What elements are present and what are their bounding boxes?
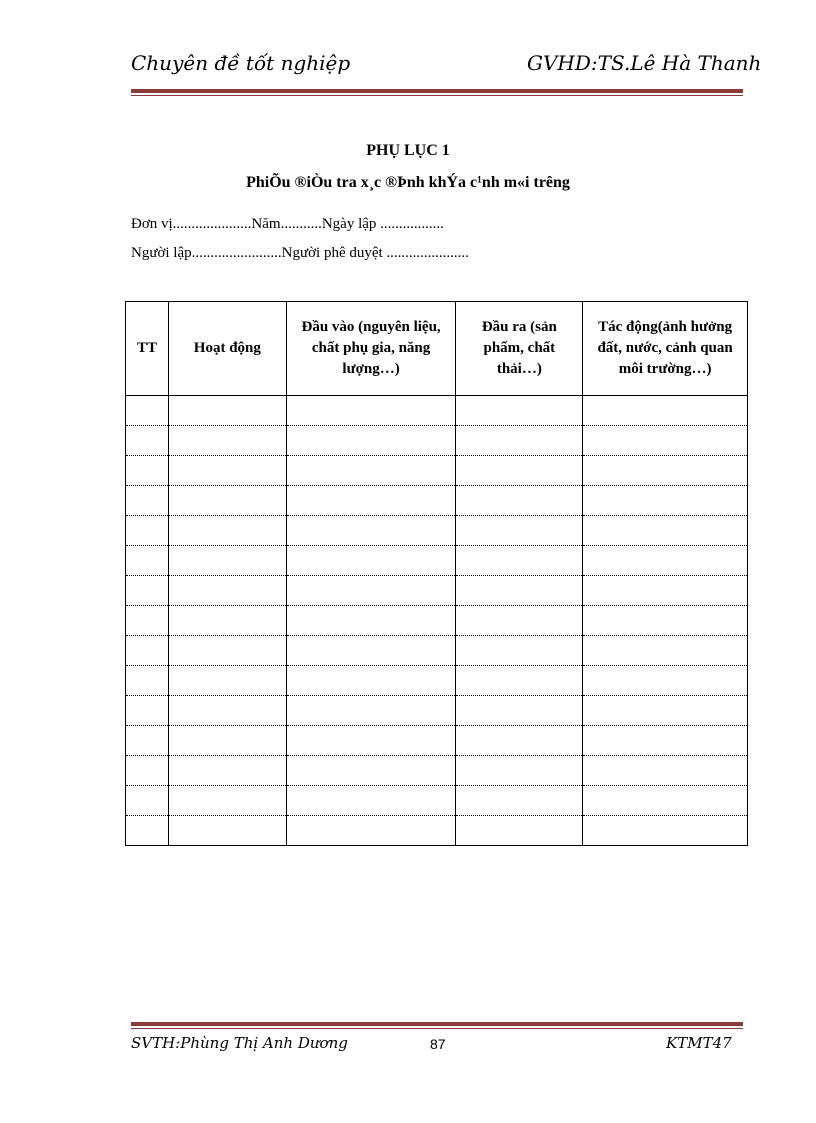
table-cell [456, 816, 583, 846]
table-cell [456, 606, 583, 636]
table-row [126, 666, 748, 696]
table-cell [583, 426, 748, 456]
table-cell [583, 756, 748, 786]
table-cell [583, 666, 748, 696]
table-cell [456, 516, 583, 546]
table-cell [286, 546, 456, 576]
table-cell [126, 426, 169, 456]
table-cell [583, 816, 748, 846]
page-number: 87 [430, 1036, 446, 1052]
table-cell [286, 456, 456, 486]
footer-rule [131, 1022, 743, 1029]
survey-table [125, 301, 748, 846]
table-cell [168, 816, 286, 846]
table-cell [583, 486, 748, 516]
table-cell [286, 726, 456, 756]
table-cell [126, 816, 169, 846]
table-cell [456, 576, 583, 606]
table-row [126, 546, 748, 576]
table-cell [456, 456, 583, 486]
col-header-input: Đầu vào (nguyên liệu, chất phụ gia, năng lượng…) [286, 302, 456, 396]
table-cell [126, 786, 169, 816]
table-cell [583, 636, 748, 666]
page-subtitle: PhiÕu ®iÒu tra x¸c ®Þnh khÝa c¹nh m«i trêng [246, 174, 570, 191]
table-cell [583, 546, 748, 576]
table-cell [456, 426, 583, 456]
table-cell [583, 696, 748, 726]
table-cell [286, 396, 456, 426]
table-row [126, 576, 748, 606]
table-cell [168, 516, 286, 546]
table-row [126, 456, 748, 486]
table-cell [126, 726, 169, 756]
table-cell [126, 396, 169, 426]
table-row [126, 696, 748, 726]
table-cell [583, 606, 748, 636]
table-body [126, 396, 748, 846]
table-cell [126, 636, 169, 666]
table-row [126, 396, 748, 426]
table-cell [286, 576, 456, 606]
table-cell [583, 786, 748, 816]
table-cell [126, 576, 169, 606]
table-cell [126, 756, 169, 786]
table-cell [456, 786, 583, 816]
table-row [126, 726, 748, 756]
table-cell [168, 486, 286, 516]
col-header-tt: TT [126, 302, 169, 396]
table-cell [126, 546, 169, 576]
table-cell [168, 606, 286, 636]
table-row [126, 486, 748, 516]
table-cell [286, 516, 456, 546]
table-cell [286, 426, 456, 456]
header-right-advisor: GVHD:TS.Lê Hà Thanh [527, 51, 762, 75]
col-header-impact: Tác động(ảnh hưởng đất, nước, cảnh quan môi trường…) [583, 302, 748, 396]
table-cell [126, 666, 169, 696]
table-cell [168, 396, 286, 426]
table-cell [168, 426, 286, 456]
table-cell [168, 726, 286, 756]
col-header-output: Đầu ra (sản phẩm, chất thải…) [456, 302, 583, 396]
table-cell [286, 816, 456, 846]
table-cell [168, 786, 286, 816]
table-cell [126, 456, 169, 486]
footer-student: SVTH:Phùng Thị Anh Dương [131, 1034, 348, 1052]
table-cell [456, 396, 583, 426]
table-cell [286, 636, 456, 666]
table-cell [583, 726, 748, 756]
table-cell [286, 606, 456, 636]
table-cell [286, 786, 456, 816]
info-line-unit: Đơn vị.....................Năm...........Ngày lập ................. [131, 216, 444, 232]
table-cell [286, 486, 456, 516]
table-cell [456, 756, 583, 786]
page-title: PHỤ LỤC 1 [366, 142, 450, 159]
table-cell [456, 546, 583, 576]
table-cell [126, 486, 169, 516]
table-row [126, 426, 748, 456]
table-row [126, 786, 748, 816]
col-header-activity: Hoạt động [168, 302, 286, 396]
table-cell [168, 456, 286, 486]
table-cell [583, 576, 748, 606]
info-line-creator: Người lập........................Người phê duyệt ...................... [131, 245, 469, 261]
table-row [126, 816, 748, 846]
table-cell [583, 516, 748, 546]
header-left-title: Chuyên đề tốt nghiệp [131, 51, 351, 75]
table-cell [456, 666, 583, 696]
table-cell [456, 726, 583, 756]
table-cell [168, 636, 286, 666]
table-cell [168, 666, 286, 696]
table-cell [456, 486, 583, 516]
table-row [126, 636, 748, 666]
table-cell [126, 696, 169, 726]
footer-class-code: KTMT47 [666, 1034, 732, 1052]
table-cell [456, 636, 583, 666]
table-row [126, 756, 748, 786]
table-cell [168, 546, 286, 576]
table-cell [126, 516, 169, 546]
table-cell [286, 666, 456, 696]
table-cell [583, 396, 748, 426]
table-cell [168, 696, 286, 726]
table-row [126, 516, 748, 546]
table-cell [126, 606, 169, 636]
header-rule [131, 89, 743, 96]
table-cell [168, 756, 286, 786]
table-row [126, 606, 748, 636]
table-cell [286, 756, 456, 786]
table-cell [168, 576, 286, 606]
table-cell [583, 456, 748, 486]
table-header-row [126, 302, 748, 396]
table-cell [286, 696, 456, 726]
table-cell [456, 696, 583, 726]
